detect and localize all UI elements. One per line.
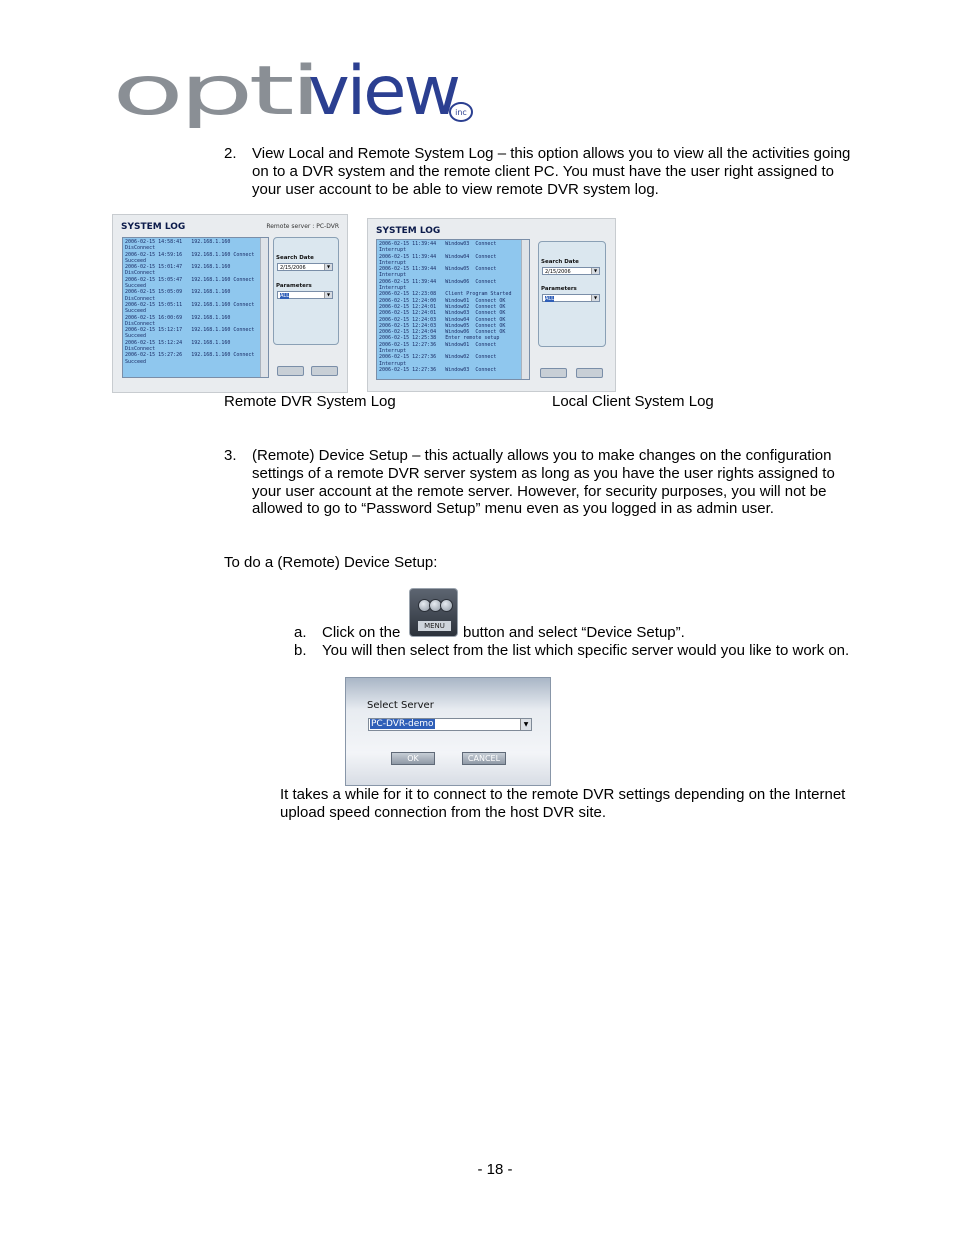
item-3-number: 3. bbox=[224, 447, 237, 464]
log-entry: 2006-02-15 15:05:09 192.168.1.160 bbox=[125, 289, 231, 296]
server-select[interactable] bbox=[368, 718, 532, 731]
step-b-letter: b. bbox=[294, 642, 307, 659]
local-system-log-screenshot bbox=[367, 218, 616, 392]
device-setup-intro: To do a (Remote) Device Setup: bbox=[224, 554, 438, 571]
log-entry: DisConnect bbox=[125, 270, 156, 277]
log-entry: 2006-02-15 12:24:00 Window01 Connect OK bbox=[379, 297, 506, 304]
menu-dot-icon bbox=[440, 599, 453, 612]
local-search-date-value: 2/15/2006 bbox=[545, 269, 571, 275]
log-entry: 2006-02-15 12:27:36 Window01 Connect bbox=[379, 341, 497, 348]
menu-button-label: MENU bbox=[418, 621, 451, 631]
log-entry: 2006-02-15 11:39:44 Window04 Connect bbox=[379, 253, 497, 260]
log-entry: 2006-02-15 15:01:47 192.168.1.160 bbox=[125, 264, 231, 271]
logo-inc-text: inc bbox=[455, 108, 467, 117]
select-server-title: Select Server bbox=[367, 700, 434, 711]
connection-note-line-2: upload speed connection from the host DVR site. bbox=[280, 804, 607, 821]
remote-server-label: Remote server : PC-DVR bbox=[266, 223, 339, 230]
item-3-line-1: (Remote) Device Setup – this actually allows you to make changes on the configuration bbox=[252, 447, 832, 464]
remote-search-date-value: 2/15/2006 bbox=[280, 265, 306, 271]
remote-parameters-select[interactable] bbox=[277, 291, 333, 299]
cancel-button[interactable]: CANCEL bbox=[462, 752, 506, 765]
log-entry: 2006-02-15 12:24:01 Window02 Connect OK bbox=[379, 303, 506, 310]
log-entry: 2006-02-15 11:39:44 Window05 Connect bbox=[379, 266, 497, 273]
log-entry: 2006-02-15 11:39:44 Window06 Connect bbox=[379, 278, 497, 285]
local-log-filter-panel bbox=[538, 241, 606, 347]
log-entry: 2006-02-15 15:05:11 192.168.1.160 Connect bbox=[125, 301, 255, 308]
log-entry: Interrupt bbox=[379, 285, 407, 292]
log-entry: 2006-02-15 12:24:01 Window03 Connect OK bbox=[379, 310, 506, 317]
log-entry: 2006-02-15 12:25:38 Enter remote setup bbox=[379, 335, 500, 342]
ok-button[interactable]: OK bbox=[391, 752, 435, 765]
remote-log-caption: Remote DVR System Log bbox=[224, 393, 396, 410]
log-entry: Interrupt bbox=[379, 247, 407, 254]
log-entry: 2006-02-15 15:12:24 192.168.1.160 bbox=[125, 339, 231, 346]
local-log-scrollbar[interactable] bbox=[521, 240, 529, 379]
log-entry: 2006-02-15 16:00:69 192.168.1.160 bbox=[125, 314, 231, 321]
log-entry: Succeed bbox=[125, 333, 147, 340]
remote-parameters-label: Parameters bbox=[276, 283, 312, 289]
log-entry: Interrupt bbox=[379, 259, 407, 266]
server-select-value: PC-DVR-demo bbox=[371, 719, 434, 729]
log-entry: Interrupt bbox=[379, 348, 407, 355]
log-entry: Interrupt bbox=[379, 272, 407, 279]
item-2-line-1: View Local and Remote System Log – this option allows you to view all the activities going bbox=[252, 145, 851, 162]
chevron-down-icon: ▼ bbox=[591, 295, 599, 301]
log-entry: 2006-02-15 11:39:44 Window03 Connect bbox=[379, 241, 497, 247]
step-b-text: You will then select from the list which specific server would you like to work on. bbox=[322, 642, 850, 659]
select-server-dialog bbox=[345, 677, 551, 786]
log-entry: DisConnect bbox=[125, 295, 156, 302]
log-entry: 2006-02-15 12:27:36 Window02 Connect bbox=[379, 354, 497, 361]
log-entry: 2006-02-15 12:27:36 Window03 Connect bbox=[379, 366, 497, 373]
remote-system-log-screenshot bbox=[112, 214, 348, 393]
local-search-date-label: Search Date bbox=[541, 259, 579, 265]
log-entry: 2006-02-15 12:23:08 Client Program Started bbox=[379, 291, 512, 298]
log-entry: 2006-02-15 15:05:47 192.168.1.160 Connect bbox=[125, 276, 255, 283]
log-entry: 2006-02-15 15:27:26 192.168.1.160 Connect bbox=[125, 352, 255, 359]
menu-button[interactable] bbox=[409, 588, 458, 637]
log-entry: 2006-02-15 12:24:04 Window06 Connect OK bbox=[379, 329, 506, 336]
log-entry: Interrupt bbox=[379, 360, 407, 367]
chevron-down-icon: ▼ bbox=[520, 719, 531, 730]
remote-log-title: SYSTEM LOG bbox=[121, 222, 186, 232]
step-a-after: button and select “Device Setup”. bbox=[463, 624, 685, 641]
log-entry: Succeed bbox=[125, 257, 147, 264]
local-log-button-1[interactable] bbox=[540, 368, 567, 378]
remote-log-filter-panel bbox=[273, 237, 339, 345]
log-entry: Succeed bbox=[125, 358, 147, 365]
remote-log-button-1[interactable] bbox=[277, 366, 304, 376]
step-a-before: Click on the bbox=[322, 624, 401, 641]
remote-log-list bbox=[122, 237, 269, 378]
page-number: - 18 - bbox=[477, 1161, 513, 1178]
log-entry: DisConnect bbox=[125, 245, 156, 252]
log-entry: 2006-02-15 14:59:16 192.168.1.160 Connect bbox=[125, 251, 255, 258]
logo-text-opti: opti bbox=[112, 58, 317, 130]
item-3-line-2: settings of a remote DVR server system as long as you have the user rights assigned to bbox=[252, 465, 835, 482]
local-parameters-value: ALL bbox=[545, 296, 554, 302]
item-2-number: 2. bbox=[224, 145, 237, 162]
log-entry: 2006-02-15 12:24:03 Window04 Connect OK bbox=[379, 316, 506, 323]
optiview-logo bbox=[112, 58, 482, 130]
remote-parameters-value: ALL bbox=[280, 293, 289, 299]
log-entry: Succeed bbox=[125, 283, 147, 290]
local-parameters-label: Parameters bbox=[541, 286, 577, 292]
item-3-line-3: your user account at the remote server. However, for security purposes, you will not be bbox=[252, 483, 827, 500]
connection-note-line-1: It takes a while for it to connect to the remote DVR settings depending on the Internet bbox=[280, 786, 846, 803]
item-2-line-3: your user account to be able to view remote DVR system log. bbox=[252, 181, 659, 198]
log-entry: 2006-02-15 12:24:03 Window05 Connect OK bbox=[379, 322, 506, 329]
chevron-down-icon: ▼ bbox=[591, 268, 599, 274]
log-entry: DisConnect bbox=[125, 346, 156, 353]
logo-text-view: view bbox=[308, 58, 459, 130]
item-2-line-2: on to a DVR system and the remote client PC. You must have the user right assigned to bbox=[252, 163, 834, 180]
log-entry: DisConnect bbox=[125, 320, 156, 327]
local-log-button-2[interactable] bbox=[576, 368, 603, 378]
log-entry: 2006-02-15 15:12:17 192.168.1.160 Connect bbox=[125, 327, 255, 334]
remote-log-button-2[interactable] bbox=[311, 366, 338, 376]
step-a-letter: a. bbox=[294, 624, 307, 641]
remote-log-scrollbar[interactable] bbox=[260, 238, 268, 377]
remote-search-date-label: Search Date bbox=[276, 255, 314, 261]
log-entry: 2006-02-15 14:58:41 192.168.1.160 bbox=[125, 239, 231, 245]
local-search-date-select[interactable] bbox=[542, 267, 600, 275]
chevron-down-icon: ▼ bbox=[324, 292, 332, 298]
local-log-title: SYSTEM LOG bbox=[376, 226, 441, 236]
chevron-down-icon: ▼ bbox=[324, 264, 332, 270]
local-log-caption: Local Client System Log bbox=[552, 393, 714, 410]
local-parameters-select[interactable] bbox=[542, 294, 600, 302]
item-3-line-4: allowed to go to “Password Setup” menu even as you logged in as admin user. bbox=[252, 500, 774, 517]
remote-search-date-select[interactable] bbox=[277, 263, 333, 271]
local-log-list bbox=[376, 239, 530, 380]
log-entry: Succeed bbox=[125, 308, 147, 315]
